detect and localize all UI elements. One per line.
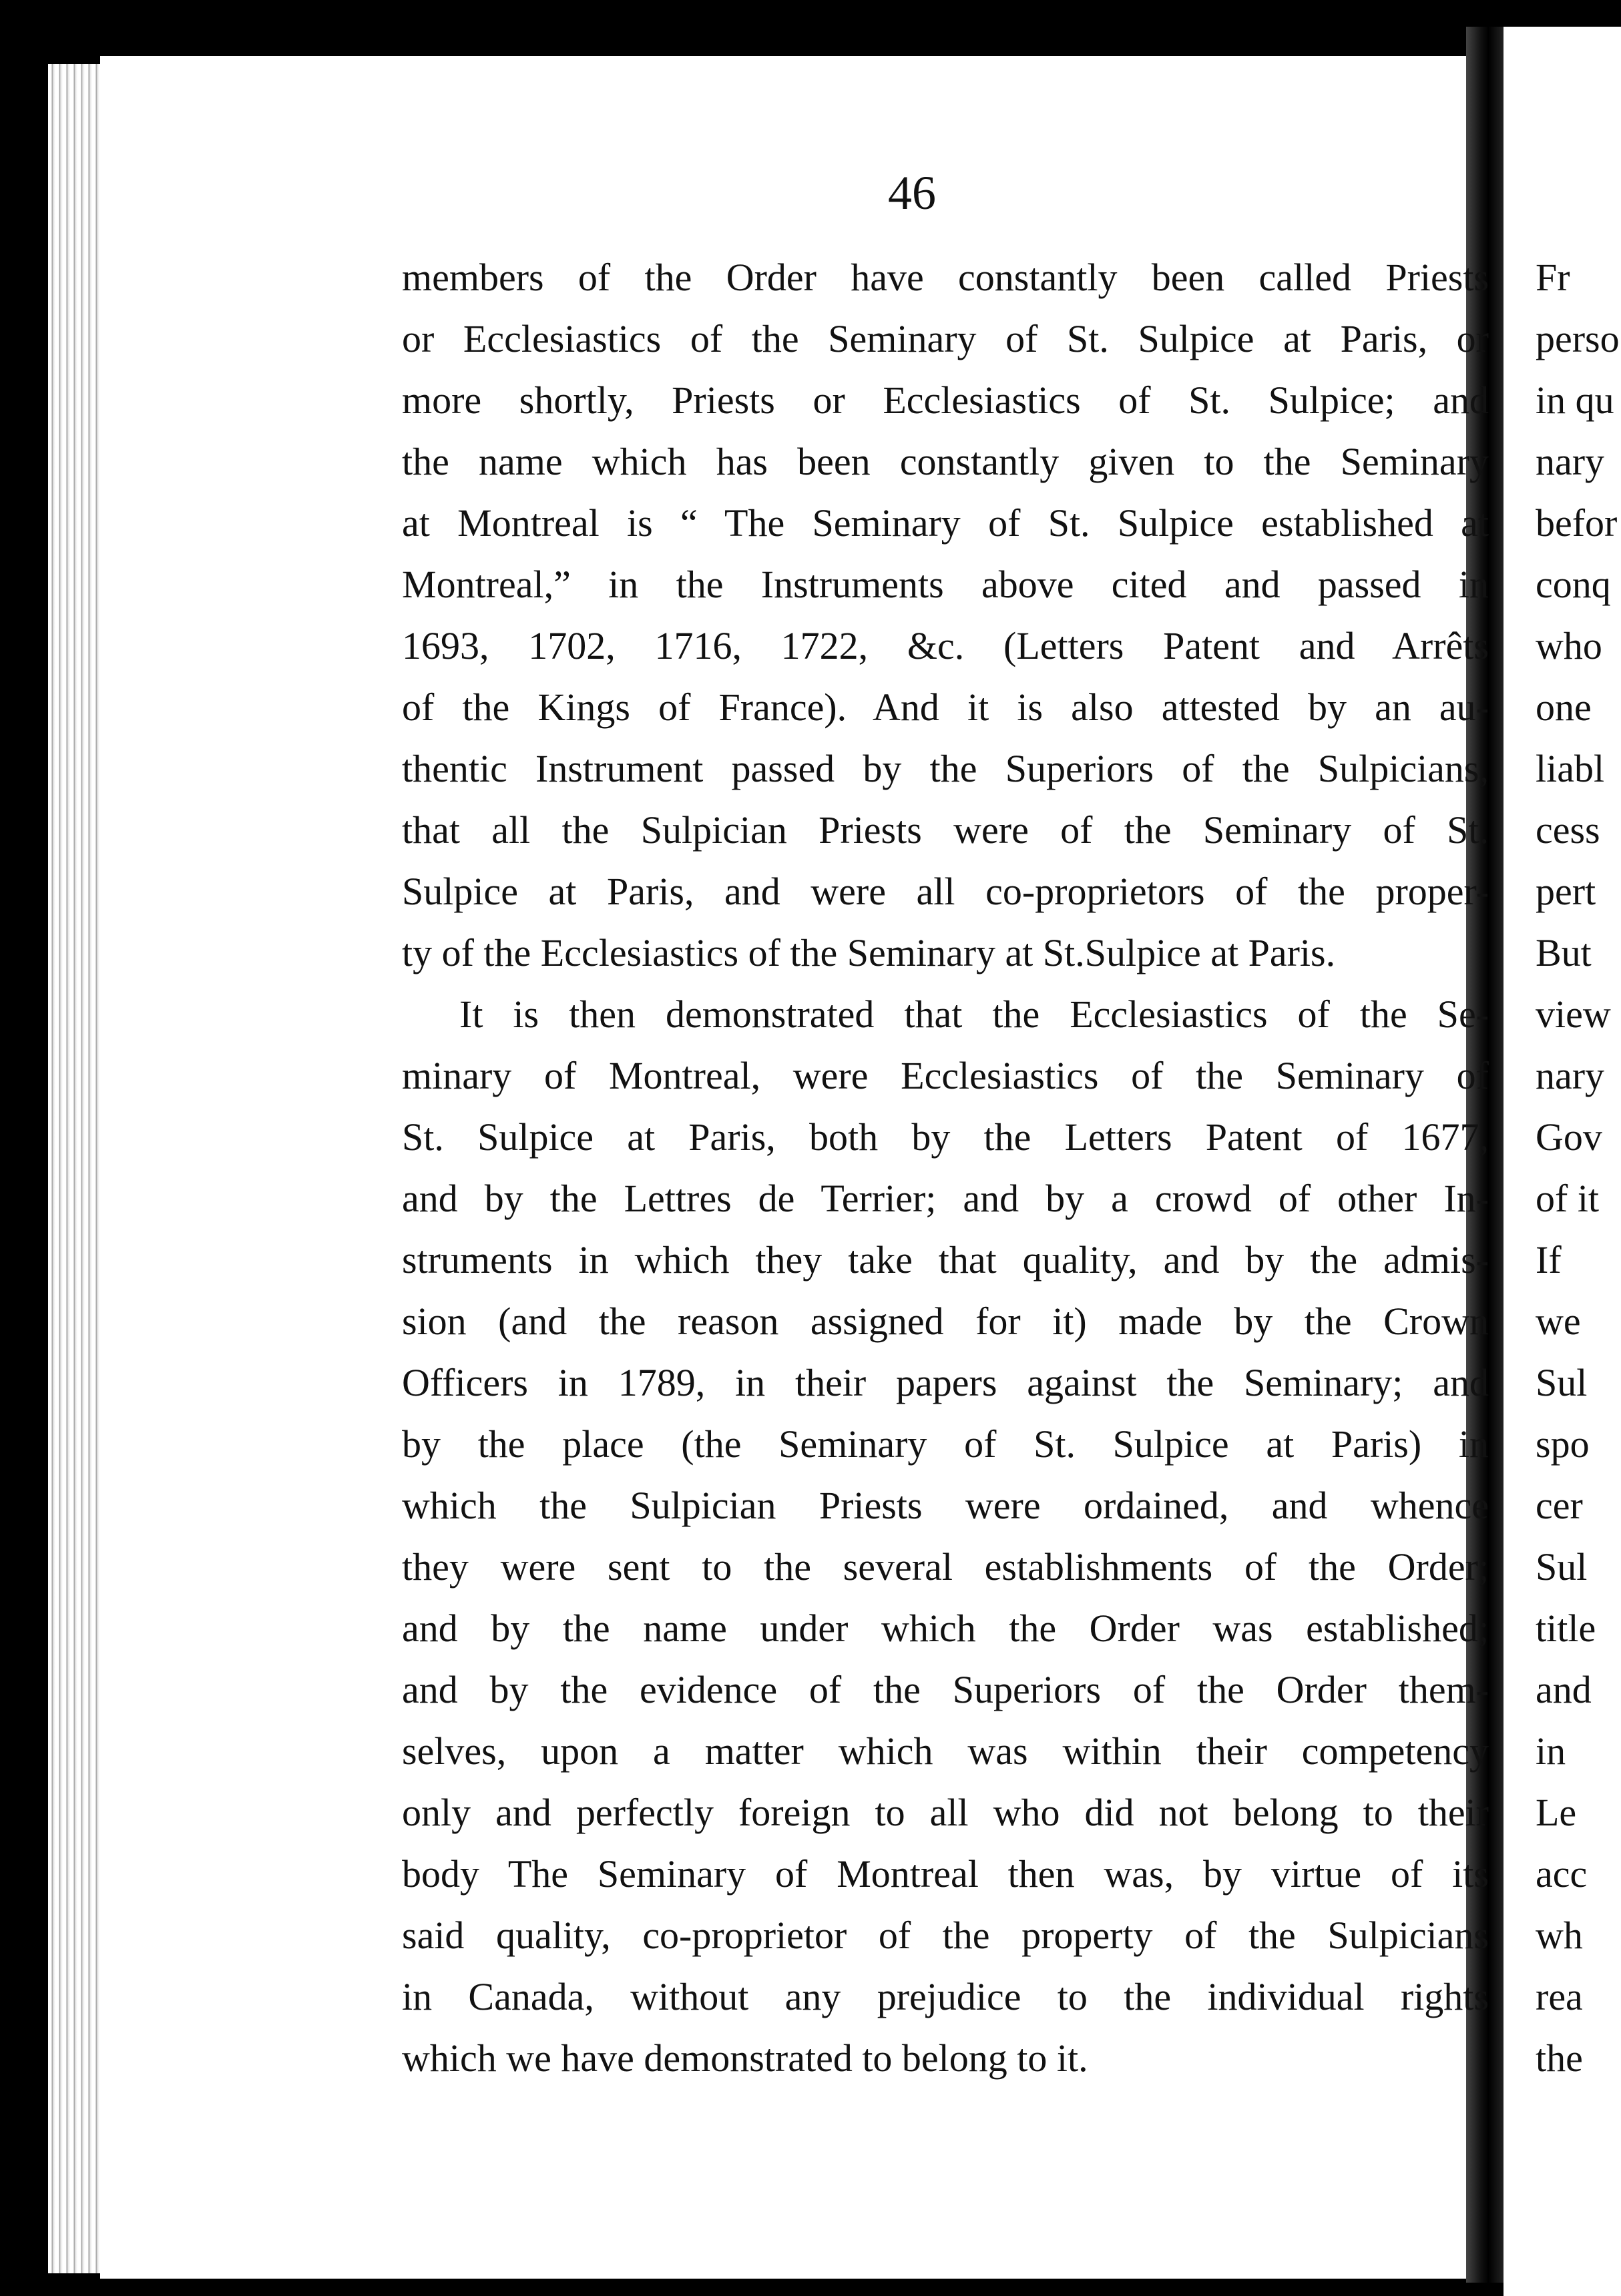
next-page-fragment: nary bbox=[1536, 1054, 1605, 1097]
next-page-fragment: view bbox=[1536, 992, 1611, 1036]
text-line: members of the Order have constantly been called Priests bbox=[402, 256, 1489, 299]
text-line: they were sent to the several establishments of the Order; bbox=[402, 1545, 1489, 1589]
next-page-fragment: wh bbox=[1536, 1914, 1583, 1957]
next-page-fragment: nary bbox=[1536, 440, 1605, 483]
next-page-fragment: rea bbox=[1536, 1975, 1583, 2018]
next-page-fragment: and bbox=[1536, 1668, 1592, 1711]
text-line: which we have demonstrated to belong to it. bbox=[402, 2036, 1088, 2080]
text-line: in Canada, without any prejudice to the individual rights bbox=[402, 1975, 1489, 2018]
text-line: of the Kings of France). And it is also attested by an au- bbox=[402, 685, 1489, 729]
text-line: said quality, co-proprietor of the property of the Sulpicians bbox=[402, 1914, 1489, 1957]
next-page-fragment: spo bbox=[1536, 1422, 1590, 1466]
text-line: and by the name under which the Order was established; bbox=[402, 1607, 1489, 1650]
next-page-fragment: who bbox=[1536, 624, 1602, 667]
text-line: by the place (the Seminary of St. Sulpice at Paris) in bbox=[402, 1422, 1489, 1466]
text-line: at Montreal is “ The Seminary of St. Sulpice established at bbox=[402, 501, 1489, 545]
next-page-fragment: Sul bbox=[1536, 1545, 1588, 1589]
text-line: and by the Lettres de Terrier; and by a crowd of other In- bbox=[402, 1177, 1489, 1220]
next-page-fragment: cess bbox=[1536, 808, 1600, 852]
next-page-fragment: of it bbox=[1536, 1177, 1600, 1220]
text-line: Montreal,” in the Instruments above cited and passed in bbox=[402, 563, 1489, 606]
text-line: only and perfectly foreign to all who did not belong to their bbox=[402, 1791, 1489, 1834]
next-page-fragment: Gov bbox=[1536, 1115, 1602, 1159]
page-number: 46 bbox=[888, 166, 936, 220]
text-line: body The Seminary of Montreal then was, by virtue of its bbox=[402, 1852, 1489, 1896]
next-page-fragment: But bbox=[1536, 931, 1592, 974]
paragraph-1 bbox=[402, 247, 1489, 984]
text-line: Sulpice at Paris, and were all co-proprietors of the proper- bbox=[402, 870, 1489, 913]
text-line: sion (and the reason assigned for it) made by the Crown bbox=[402, 1300, 1489, 1343]
next-page-fragment: Sul bbox=[1536, 1361, 1588, 1404]
text-line: minary of Montreal, were Ecclesiastics of the Seminary of bbox=[402, 1054, 1489, 1097]
text-line: Officers in 1789, in their papers against the Seminary; and bbox=[402, 1361, 1489, 1404]
paragraph-2 bbox=[402, 984, 1489, 2089]
text-line: struments in which they take that quality, and by the admis- bbox=[402, 1238, 1489, 1281]
next-page-fragment: Le bbox=[1536, 1791, 1577, 1834]
next-page-fragment: the bbox=[1536, 2036, 1583, 2080]
next-page-fragment: pert bbox=[1536, 870, 1596, 913]
body-text bbox=[402, 247, 1489, 2089]
next-page-fragment: Fr bbox=[1536, 256, 1570, 299]
next-page-fragment: conq bbox=[1536, 563, 1611, 606]
text-line: and by the evidence of the Superiors of the Order them- bbox=[402, 1668, 1489, 1711]
next-page-fragment: in qu bbox=[1536, 378, 1614, 422]
next-page-text bbox=[1536, 247, 1620, 2089]
text-line: selves, upon a matter which was within their competency bbox=[402, 1729, 1489, 1773]
next-page-fragment: one bbox=[1536, 685, 1592, 729]
next-page-fragment: acc bbox=[1536, 1852, 1588, 1896]
next-page-fragment: If bbox=[1536, 1238, 1562, 1281]
next-page-fragment: befor bbox=[1536, 501, 1618, 545]
text-line: or Ecclesiastics of the Seminary of St. Sulpice at Paris, or bbox=[402, 317, 1489, 360]
page-right-partial bbox=[1503, 27, 1621, 2296]
text-line: that all the Sulpician Priests were of the Seminary of St. bbox=[402, 808, 1489, 852]
text-line: 1693, 1702, 1716, 1722, &c. (Letters Patent and Arrêts bbox=[402, 624, 1489, 667]
text-line: It is then demonstrated that the Ecclesiastics of the Se- bbox=[459, 992, 1489, 1036]
next-page-fragment: liabl bbox=[1536, 747, 1605, 790]
next-page-fragment: cer bbox=[1536, 1484, 1583, 1527]
next-page-fragment: in bbox=[1536, 1729, 1566, 1773]
next-page-fragment: we bbox=[1536, 1300, 1581, 1343]
text-line: which the Sulpician Priests were ordained, and whence bbox=[402, 1484, 1489, 1527]
text-line: thentic Instrument passed by the Superiors of the Sulpicians, bbox=[402, 747, 1489, 790]
text-line: more shortly, Priests or Ecclesiastics of St. Sulpice; and bbox=[402, 378, 1489, 422]
next-page-fragment: title bbox=[1536, 1607, 1596, 1650]
text-line: the name which has been constantly given to the Seminary bbox=[402, 440, 1489, 483]
next-page-fragment: perso bbox=[1536, 317, 1620, 360]
text-line: St. Sulpice at Paris, both by the Letters Patent of 1677, bbox=[402, 1115, 1489, 1159]
text-line: ty of the Ecclesiastics of the Seminary at St.Sulpice at Paris. bbox=[402, 931, 1336, 974]
